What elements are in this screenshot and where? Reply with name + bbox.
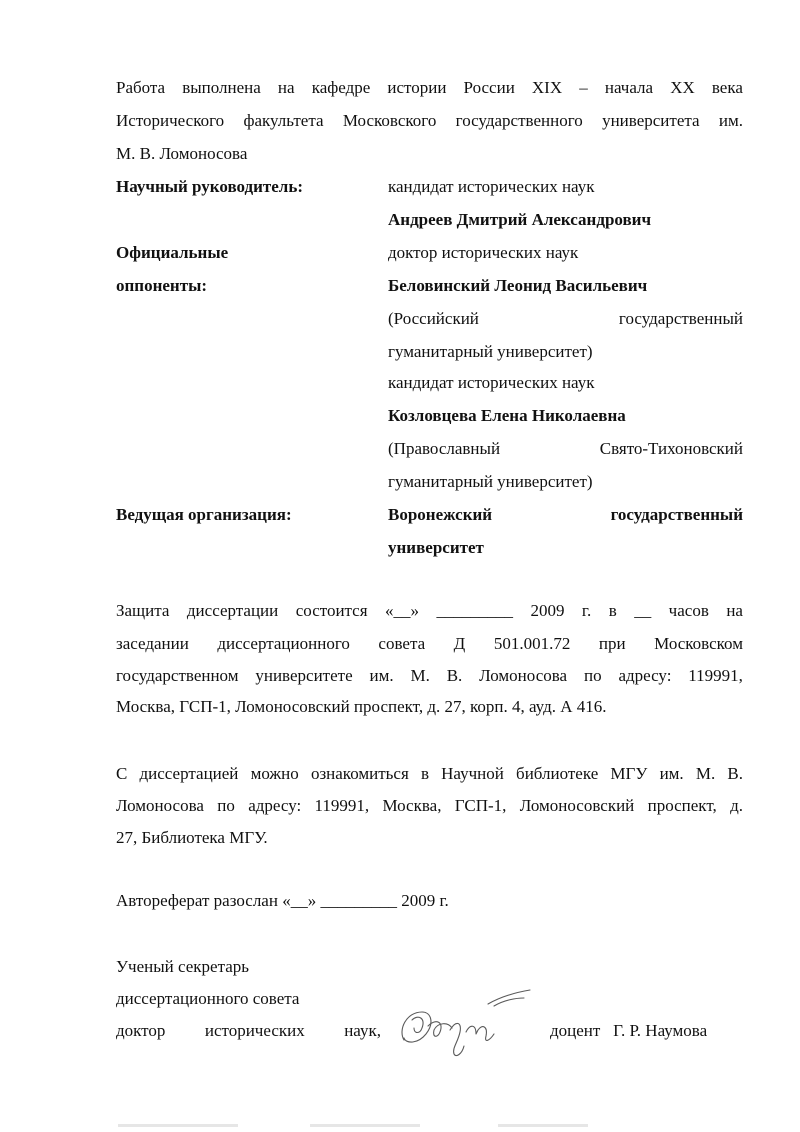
word: состоится (295, 601, 368, 620)
opponent-2-org-line-2: гуманитарный университет) (388, 472, 593, 491)
opponent-2-name: Козловцева Елена Николаевна (388, 406, 626, 425)
word: С (116, 764, 128, 783)
library-line-1 (116, 764, 743, 784)
library-line-2 (116, 796, 743, 816)
secretary-name: доцент Г. Р. Наумова (550, 1021, 708, 1040)
word: выполнена (182, 78, 261, 97)
word: Воронежский (388, 505, 493, 524)
intro-line-1 (116, 78, 743, 98)
defense-line-2 (116, 634, 743, 654)
handwritten-signature (392, 982, 537, 1062)
word: ГСП-1, (454, 796, 507, 815)
page-bottom-mark (498, 1124, 588, 1127)
word: МГУ (610, 764, 648, 783)
opponent-2-org-line-1 (388, 439, 743, 459)
word: 501.001.72 (493, 634, 571, 653)
word: (Российский (388, 309, 479, 328)
word: библиотеке (516, 764, 599, 783)
opponent-1-name: Беловинский Леонид Васильевич (388, 276, 648, 295)
word: факультета (243, 111, 324, 130)
word: __ (634, 601, 652, 620)
library-line-3: 27, Библиотека МГУ. (116, 828, 268, 847)
word: государственном (116, 666, 239, 685)
word: в (420, 764, 429, 783)
lead-org-name-line-2: университет (388, 538, 484, 557)
word: государственный (618, 309, 743, 328)
word: на (726, 601, 743, 620)
word: часов (668, 601, 709, 620)
word: начала (604, 78, 654, 97)
defense-line-1 (116, 601, 743, 621)
word: при (598, 634, 626, 653)
page-bottom-mark (310, 1124, 420, 1127)
word: В. (446, 666, 463, 685)
word: XX (670, 78, 695, 97)
word: исторических (204, 1021, 305, 1040)
supervisor-label: Научный руководитель: (116, 177, 303, 196)
word: диссертационного (217, 634, 350, 653)
word: на (277, 78, 295, 97)
word: М. (695, 764, 716, 783)
word: (Православный (388, 439, 501, 458)
word: совета (378, 634, 426, 653)
lead-org-label: Ведущая организация: (116, 505, 292, 524)
word: Свято-Тихоновский (599, 439, 743, 458)
word: Ломоносова (479, 666, 568, 685)
intro-line-3: М. В. Ломоносова (116, 144, 248, 163)
word: Работа (116, 78, 166, 97)
word: адресу: (248, 796, 302, 815)
word: доктор (116, 1021, 166, 1040)
word: государственный (610, 505, 743, 524)
opponents-label-line-1: Официальные (116, 243, 229, 262)
word: Московского (342, 111, 437, 130)
word: Ломоносова (116, 796, 204, 815)
word: университете (255, 666, 353, 685)
word: Ломоносовский (519, 796, 635, 815)
opponent-2-degree: кандидат исторических наук (388, 373, 595, 392)
word: Защита (116, 601, 170, 620)
word: истории (387, 78, 447, 97)
word: диссертацией (139, 764, 239, 783)
supervisor-name: Андреев Дмитрий Александрович (388, 210, 652, 229)
word: г. (581, 601, 592, 620)
word: – (579, 78, 588, 97)
opponents-label-line-2: оппоненты: (116, 276, 208, 295)
supervisor-degree: кандидат исторических наук (388, 177, 595, 196)
word: 119991, (688, 666, 743, 685)
word: 2009 (530, 601, 565, 620)
opponent-1-org-line-2: гуманитарный университет) (388, 342, 593, 361)
word: «__» (385, 601, 420, 620)
page-bottom-mark (118, 1124, 238, 1127)
word: диссертации (186, 601, 279, 620)
word: университета (602, 111, 700, 130)
word: наук, (344, 1021, 381, 1040)
word: государственного (455, 111, 583, 130)
opponent-1-org-line-1 (388, 309, 743, 329)
secretary-degree-line (116, 1021, 381, 1041)
word: _________ (436, 601, 513, 620)
word: России (463, 78, 515, 97)
word: проспект, (647, 796, 717, 815)
word: по (583, 666, 602, 685)
word: М. (410, 666, 430, 685)
abstract-sent-line: Автореферат разослан «__» _________ 2009 г. (116, 891, 449, 910)
word: Москва, (382, 796, 442, 815)
word: века (711, 78, 743, 97)
word: им. (718, 111, 743, 130)
word: 119991, (314, 796, 370, 815)
word: В. (727, 764, 743, 783)
word: по (217, 796, 235, 815)
word: Д (453, 634, 466, 653)
lead-org-name-line-1 (388, 505, 743, 525)
word: Исторического (116, 111, 225, 130)
word: кафедре (311, 78, 371, 97)
secretary-title-line-2: диссертационного совета (116, 989, 300, 1008)
word: д. (730, 796, 743, 815)
word: заседании (116, 634, 189, 653)
defense-line-3 (116, 666, 743, 686)
word: Научной (441, 764, 504, 783)
opponent-1-degree: доктор исторических наук (388, 243, 579, 262)
word: адресу: (618, 666, 672, 685)
word: XIX (531, 78, 563, 97)
word: можно (250, 764, 299, 783)
word: им. (369, 666, 394, 685)
word: ознакомиться (310, 764, 409, 783)
secretary-title-line-1: Ученый секретарь (116, 957, 250, 976)
word: Московском (654, 634, 743, 653)
defense-line-4: Москва, ГСП-1, Ломоносовский проспект, д. 27, корп. 4, ауд. А 416. (116, 697, 607, 716)
word: в (608, 601, 617, 620)
intro-line-2 (116, 111, 743, 131)
word: им. (659, 764, 684, 783)
